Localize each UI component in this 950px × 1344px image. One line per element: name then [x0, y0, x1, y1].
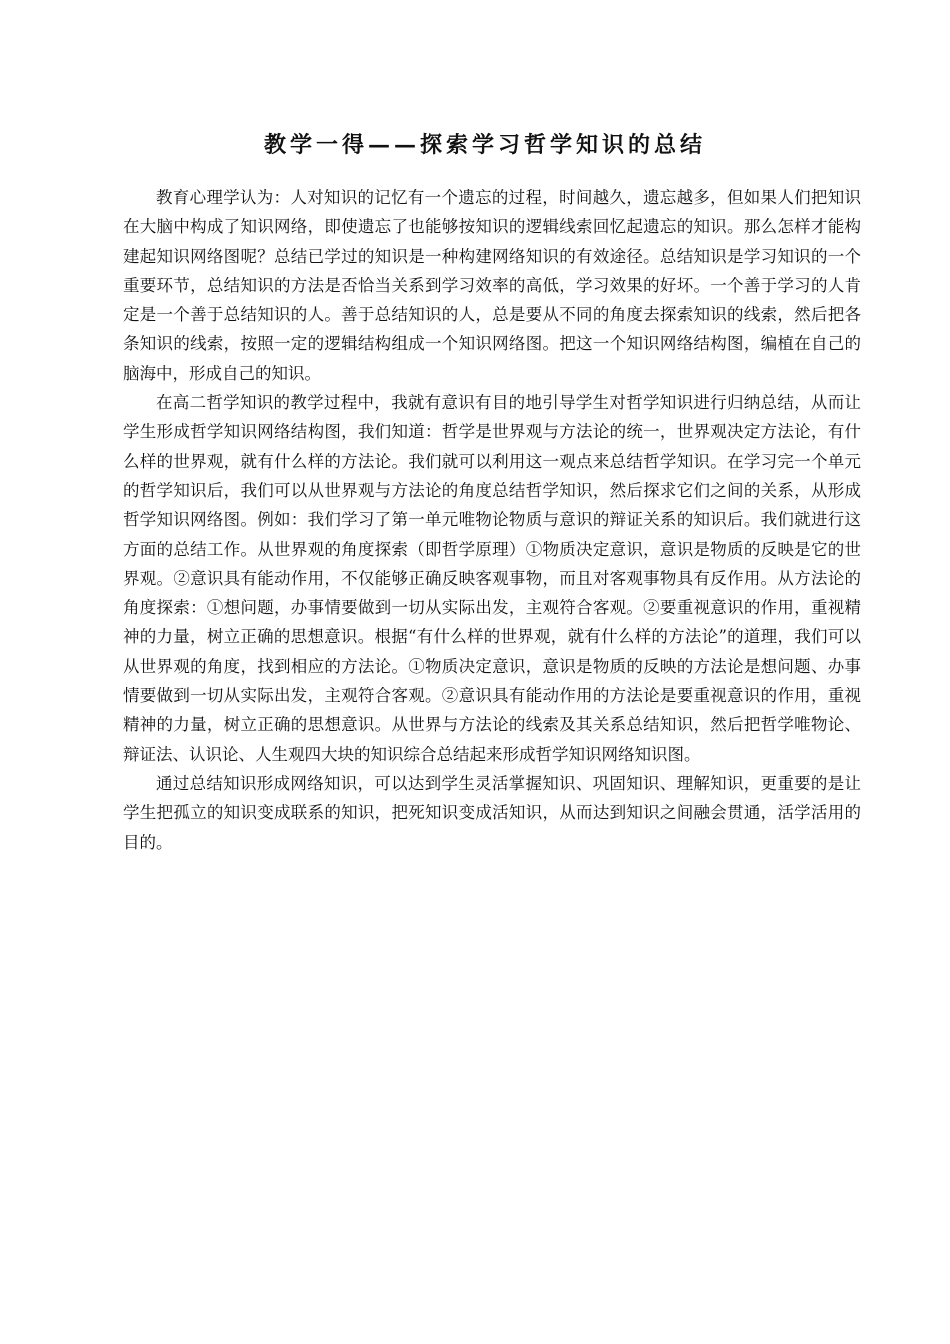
paragraph-3: 通过总结知识形成网络知识，可以达到学生灵活掌握知识、巩固知识、理解知识，更重要的是让学生把孤立的知识变成联系的知识，把死知识变成活知识，从而达到知识之间融会贯通，活学活用的目的。 — [123, 773, 861, 852]
document-body — [123, 183, 861, 857]
document-title: 教学一得——探索学习哲学知识的总结 — [263, 132, 706, 158]
paragraph-2: 在高二哲学知识的教学过程中，我就有意识有目的地引导学生对哲学知识进行归纳总结，从而让学生形成哲学知识网络结构图，我们知道：哲学是世界观与方法论的统一，世界观决定方法论，有什么样的世界观，就有什么样的方法论。我们就可以利用这一观点来总结哲学知识。在学习完一个单元的哲学知识后，我们可以从世界观与方法论的角度总结哲学知识，然后探求它们之间的关系，从形成哲学知识网络图。例如：我们学习了第一单元唯物论物质与意识的辩证关系的知识后。我们就进行这方面的总结工作。从世界观的角度探索（即哲学原理）①物质决定意识，意识是物质的反映是它的世界观。②意识具有能动作用，不仅能够正确反映客观事物，而且对客观事物具有反作用。从方法论的角度探索：①想问题，办事情要做到一切从实际出发，主观符合客观。②要重视意识的作用，重视精神的力量，树立正确的思想意识。根据“有什么样的世界观，就有什么样的方法论”的道理，我们可以从世界观的角度，找到相应的方法论。①物质决定意识，意识是物质的反映的方法论是想问题、办事情要做到一切从实际出发，主观符合客观。②意识具有能动作用的方法论是要重视意识的作用，重视精神的力量，树立正确的思想意识。从世界与方法论的线索及其关系总结知识，然后把哲学唯物论、辩证法、认识论、人生观四大块的知识综合总结起来形成哲学知识网络知识图。 — [123, 393, 861, 764]
paragraph-1: 教育心理学认为：人对知识的记忆有一个遗忘的过程，时间越久，遗忘越多，但如果人们把知识在大脑中构成了知识网络，即使遗忘了也能够按知识的逻辑线索回忆起遗忘的知识。那么怎样才能构建起知识网络图呢？总结已学过的知识是一种构建网络知识的有效途径。总结知识是学习知识的一个重要环节，总结知识的方法是否恰当关系到学习效率的高低，学习效果的好坏。一个善于学习的人肯定是一个善于总结知识的人。善于总结知识的人，总是要从不同的角度去探索知识的线索，然后把各条知识的线索，按照一定的逻辑结构组成一个知识网络图。把这一个知识网络结构图，编植在自己的脑海中，形成自己的知识。 — [123, 188, 861, 383]
